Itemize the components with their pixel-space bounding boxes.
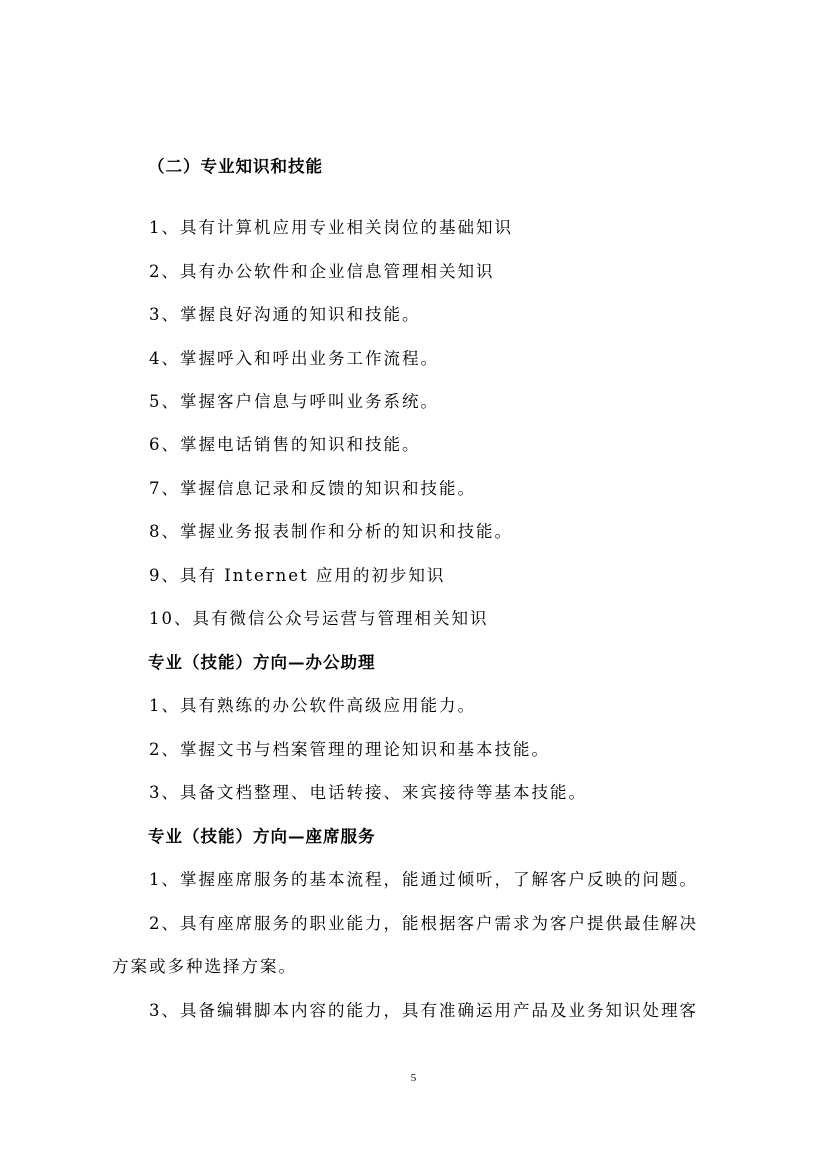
knowledge-item-10: 10、具有微信公众号运营与管理相关知识 [149, 609, 489, 628]
seat-item-1: 1、掌握座席服务的基本流程，能通过倾听，了解客户反映的问题。 [149, 870, 698, 889]
knowledge-item-7: 7、掌握信息记录和反馈的知识和技能。 [149, 479, 476, 498]
office-item-1: 1、具有熟练的办公软件高级应用能力。 [149, 696, 476, 715]
knowledge-item-6: 6、掌握电话销售的知识和技能。 [149, 435, 421, 454]
knowledge-item-8: 8、掌握业务报表制作和分析的知识和技能。 [149, 522, 513, 541]
seat-item-2-line-2: 方案或多种选择方案。 [112, 957, 297, 976]
seat-item-2-line-1: 2、具有座席服务的职业能力，能根据客户需求为客户提供最佳解决 [149, 914, 698, 933]
page-number: 5 [410, 1072, 417, 1084]
section-heading: （二）专业知识和技能 [148, 157, 323, 176]
seat-item-3-line-1: 3、具备编辑脚本内容的能力，具有准确运用产品及业务知识处理客 [149, 1001, 698, 1020]
office-item-3: 3、具备文档整理、电话转接、来宾接待等基本技能。 [149, 783, 587, 802]
knowledge-item-2: 2、具有办公软件和企业信息管理相关知识 [149, 262, 495, 281]
seat-direction-heading: 专业（技能）方向—座席服务 [148, 827, 376, 846]
knowledge-item-5: 5、掌握客户信息与呼叫业务系统。 [149, 392, 439, 411]
knowledge-item-1: 1、具有计算机应用专业相关岗位的基础知识 [149, 218, 513, 237]
office-item-2: 2、掌握文书与档案管理的理论知识和基本技能。 [149, 740, 550, 759]
knowledge-item-3: 3、掌握良好沟通的知识和技能。 [149, 305, 421, 324]
knowledge-item-4: 4、掌握呼入和呼出业务工作流程。 [149, 349, 439, 368]
office-direction-heading: 专业（技能）方向—办公助理 [148, 653, 376, 672]
knowledge-item-9: 9、具有 Internet 应用的初步知识 [149, 566, 446, 585]
